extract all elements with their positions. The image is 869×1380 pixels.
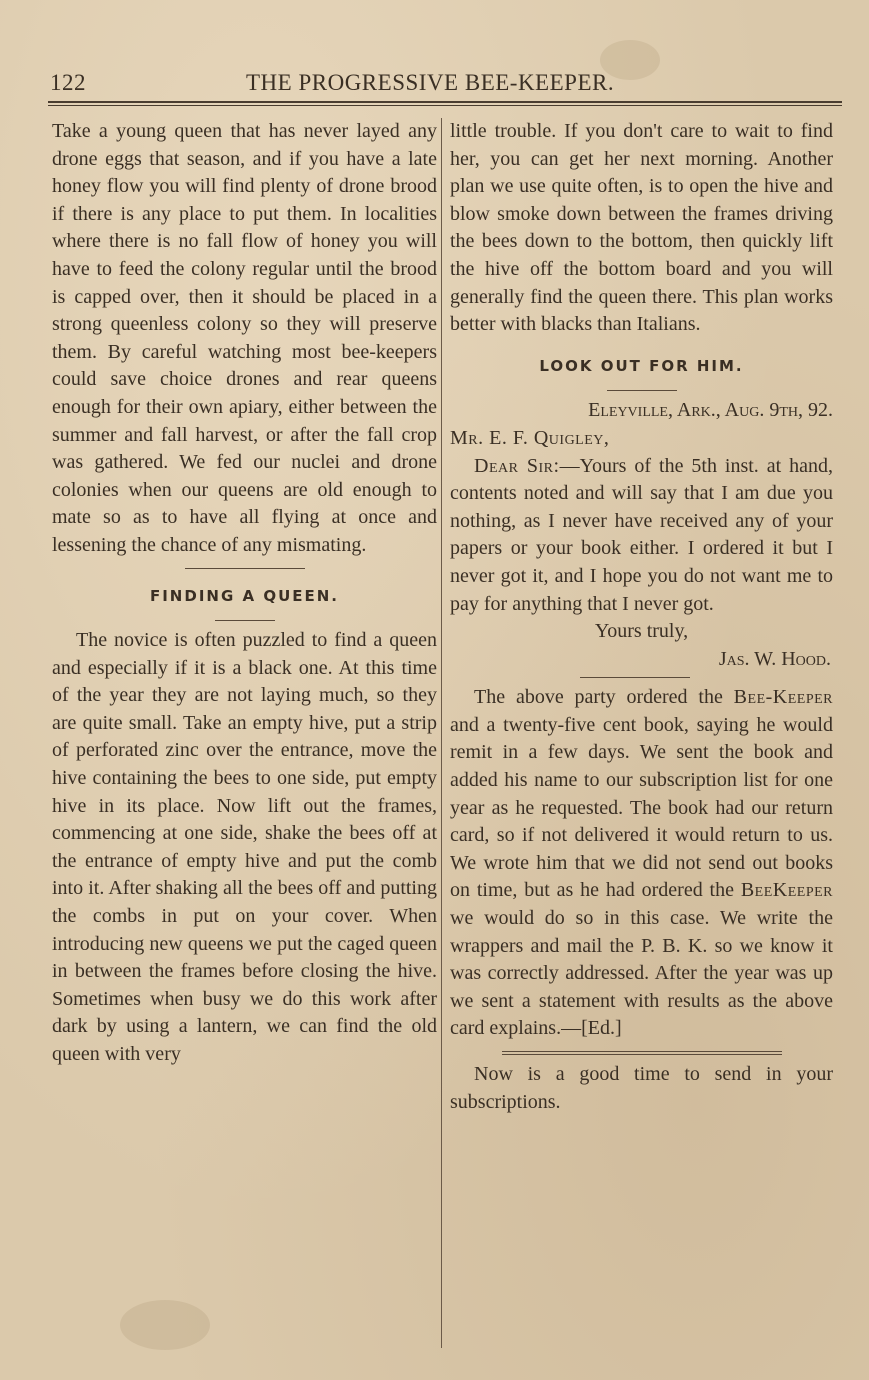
right-paragraph-1: little trouble. If you don't care to wait to find her, you can get her next morning. Another plan we use quite often, is to open the hive and blow smoke down between the frames driving the bees down to the bottom, then quickly lift the hive off the bottom board and you will generally find the queen there. This plan works better with blacks than Italians.	[450, 120, 833, 336]
page-header	[50, 70, 840, 104]
editor-note-text-1: The above party ordered the	[474, 686, 734, 709]
paper-stain	[120, 1300, 210, 1350]
running-title: THE PROGRESSIVE BEE-KEEPER.	[246, 70, 615, 95]
section-rule	[185, 568, 305, 569]
heading-underline	[215, 620, 275, 621]
letter-signature: Jas. W. Hood.	[718, 647, 831, 670]
signature-rule	[580, 677, 690, 678]
left-paragraph-2: The novice is often puzzled to find a queen and especially if it is a black one. At this time of the year they are not laying much, so they are quite small. Take an empty hive, put a strip of perforated zinc over the entrance, move the hive containing the bees to one side, put empty hive in its place. Now lift out the frames, commencing at one side, shake the bees off at the entrance of empty hive and put the comb into it. After shaking all the bees off and putting the combs in put on your cover. When introducing new queens we put the caged queen in between the frames before closing the hive. Sometimes when busy we do this work after dark by using a lantern, we can find the old queen with very	[52, 629, 437, 1065]
letter-salutation: Dear Sir:	[474, 454, 560, 477]
right-paragraph-subscriptions: Now is a good time to send in your subscriptions.	[450, 1063, 833, 1113]
editor-note-text-3: we would do so in this case. We write the wrappers and mail the P. B. K. so we know it was correctly addressed. After the year was up we sent a statement with results as the above card explains.—[Ed.]	[450, 907, 833, 1040]
right-column	[450, 118, 833, 1116]
heading-finding-a-queen: FINDING A QUEEN.	[149, 586, 339, 605]
column-divider	[441, 118, 442, 1348]
section-double-rule	[502, 1051, 782, 1055]
editor-note-text-2: and a twenty-five cent book, saying he would remit in a few days. We sent the book and added his name to our subscription list for one year as he requested. The book had our return card, so if not delivered it would return to us. We wrote him that we did not send out books on time, but as he had ordered the	[450, 713, 833, 902]
editor-note-bee-keeper: Bee-Keeper	[733, 686, 833, 709]
letter-dateline: Eleyville, Ark., Aug. 9th, 92.	[588, 399, 833, 422]
header-rule	[48, 101, 842, 106]
letter-closing: Yours truly,	[594, 620, 689, 643]
editor-note	[450, 684, 833, 1043]
letter-addressee: Mr. E. F. Quigley,	[450, 426, 610, 449]
letter-body-paragraph	[450, 453, 833, 619]
left-paragraph-1: Take a young queen that has never layed any drone eggs that season, and if you have a late honey flow you will find plenty of drone brood if there is any place to put them. In localities where there is no fall flow of honey you will have to feed the colony regular until the brood is capped over, then it should be placed in a strong queenless colony so they will preserve them. By careful watching most bee-keepers could save choice drones and rear queens enough for their own apiary, either between the summer and fall harvest, or after the fall crop was gathered. We fed our nuclei and drone colonies when our queens are old enough to mate so as to have all flying at once and lessening the chance of any mismating.	[52, 120, 437, 556]
letter-body: —Yours of the 5th inst. at hand, contents noted and will say that I am due you nothing, as I never have received any of your papers or your book either. I ordered it but I never got it, and I hope you do not want me to pay for anything that I never got.	[450, 454, 833, 615]
editor-note-beekeeper: BeeKeeper	[740, 879, 833, 902]
heading-underline	[607, 390, 677, 391]
heading-look-out-for-him: LOOK OUT FOR HIM.	[539, 356, 744, 375]
page-number: 122	[50, 70, 86, 95]
left-column	[52, 118, 437, 1069]
